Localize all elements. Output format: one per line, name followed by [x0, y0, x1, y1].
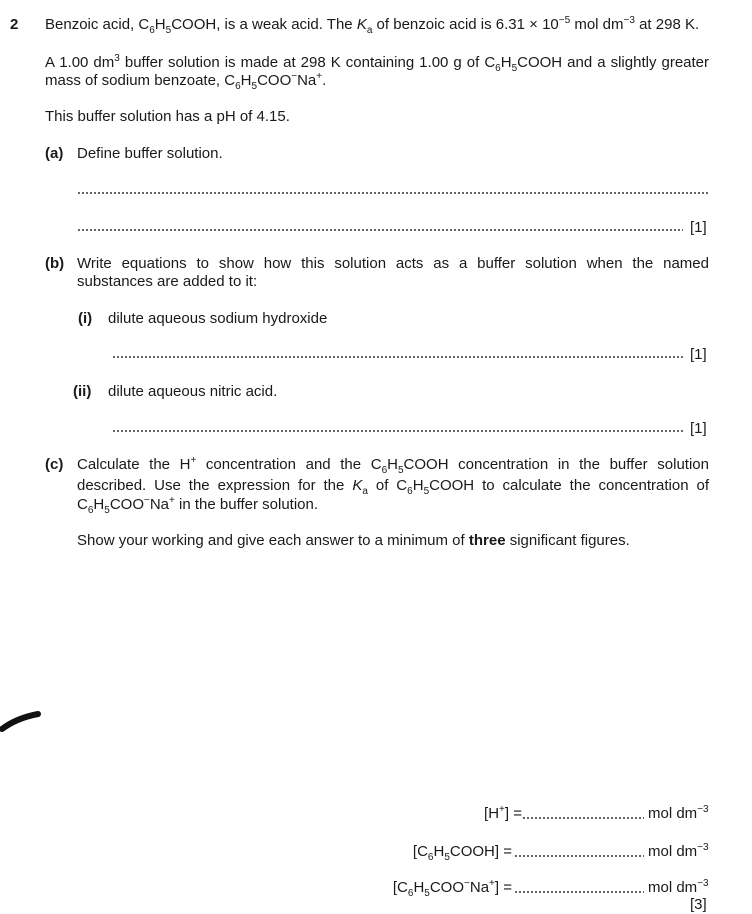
part-c-text-line-3: $C_6H_5COO^-Na^+$ in the buffer solution. — [77, 495, 319, 516]
part-a-mark: [1] — [690, 219, 707, 236]
part-c-label: (c) — [45, 456, 64, 473]
answer-line-salt[interactable] — [514, 891, 644, 893]
part-b-label: (b) — [45, 255, 65, 272]
part-b-ii-mark: [1] — [690, 420, 707, 437]
part-c-instruction: Show your working and give each answer to a minimum of three significant figures. — [77, 532, 630, 549]
answer-acid-label: $[C_6H_5COOH]$ = — [412, 843, 512, 863]
answer-line-h-plus[interactable] — [522, 817, 644, 819]
part-b-i-text: dilute aqueous sodium hydroxide — [108, 310, 328, 327]
part-b-text-line-2: substances are added to it: — [77, 273, 258, 290]
part-a-label: (a) — [45, 145, 64, 162]
answer-salt-label: $[C_6H_5COO^-Na^+]$ = — [392, 878, 512, 899]
part-c-text-line-1: Calculate the H+ concentration and the $C_6H_5COOH$ concentration in the buffer solution — [77, 455, 709, 476]
part-b-i-label: (i) — [78, 310, 93, 327]
part-a-text: Define buffer solution. — [77, 145, 223, 162]
part-b-ii-label: (ii) — [73, 383, 92, 400]
intro-sentence-2: A 1.00 $dm^3$ buffer solution is made at 298 K containing 1.00 g of $C_6H_5COOH$ and a slightly greater — [45, 53, 710, 74]
intro-sentence-4: This buffer solution has a pH of 4.15. — [45, 108, 290, 125]
question-number: 2 — [10, 16, 19, 33]
part-b-ii-text: dilute aqueous nitric acid. — [108, 383, 278, 400]
part-b-text-line-1: Write equations to show how this solution acts as a buffer solution when the named — [77, 255, 709, 272]
unit-acid: mol $dm^{-3}$ — [648, 842, 709, 860]
unit-h-plus: mol $dm^{-3}$ — [648, 804, 709, 822]
answer-line-b-i[interactable] — [112, 356, 683, 358]
answer-line-b-ii[interactable] — [112, 430, 683, 432]
answer-line-a-1[interactable] — [77, 192, 709, 194]
answer-line-acid[interactable] — [514, 855, 644, 857]
unit-salt: mol $dm^{-3}$ — [648, 878, 709, 896]
intro-sentence-3: mass of sodium benzoate, $C_6H_5COO^-Na^+$. — [45, 71, 327, 92]
answer-line-a-2[interactable] — [77, 229, 683, 231]
pen-mark — [0, 705, 45, 733]
part-b-i-mark: [1] — [690, 346, 707, 363]
intro-sentence-1: Benzoic acid, $C_6H_5COOH$, is a weak acid. The $K_a$ of benzoic acid is $6.31 \times 10^{-5}$ mol $dm^{-3}$ at 298 K. — [45, 15, 700, 36]
part-c-text-line-2: described. Use the expression for the $K_a$ of $C_6H_5COOH$ to calculate the concentration of — [77, 477, 709, 497]
answer-h-plus-label: [H+] = — [484, 804, 522, 822]
part-c-mark: [3] — [690, 896, 707, 913]
